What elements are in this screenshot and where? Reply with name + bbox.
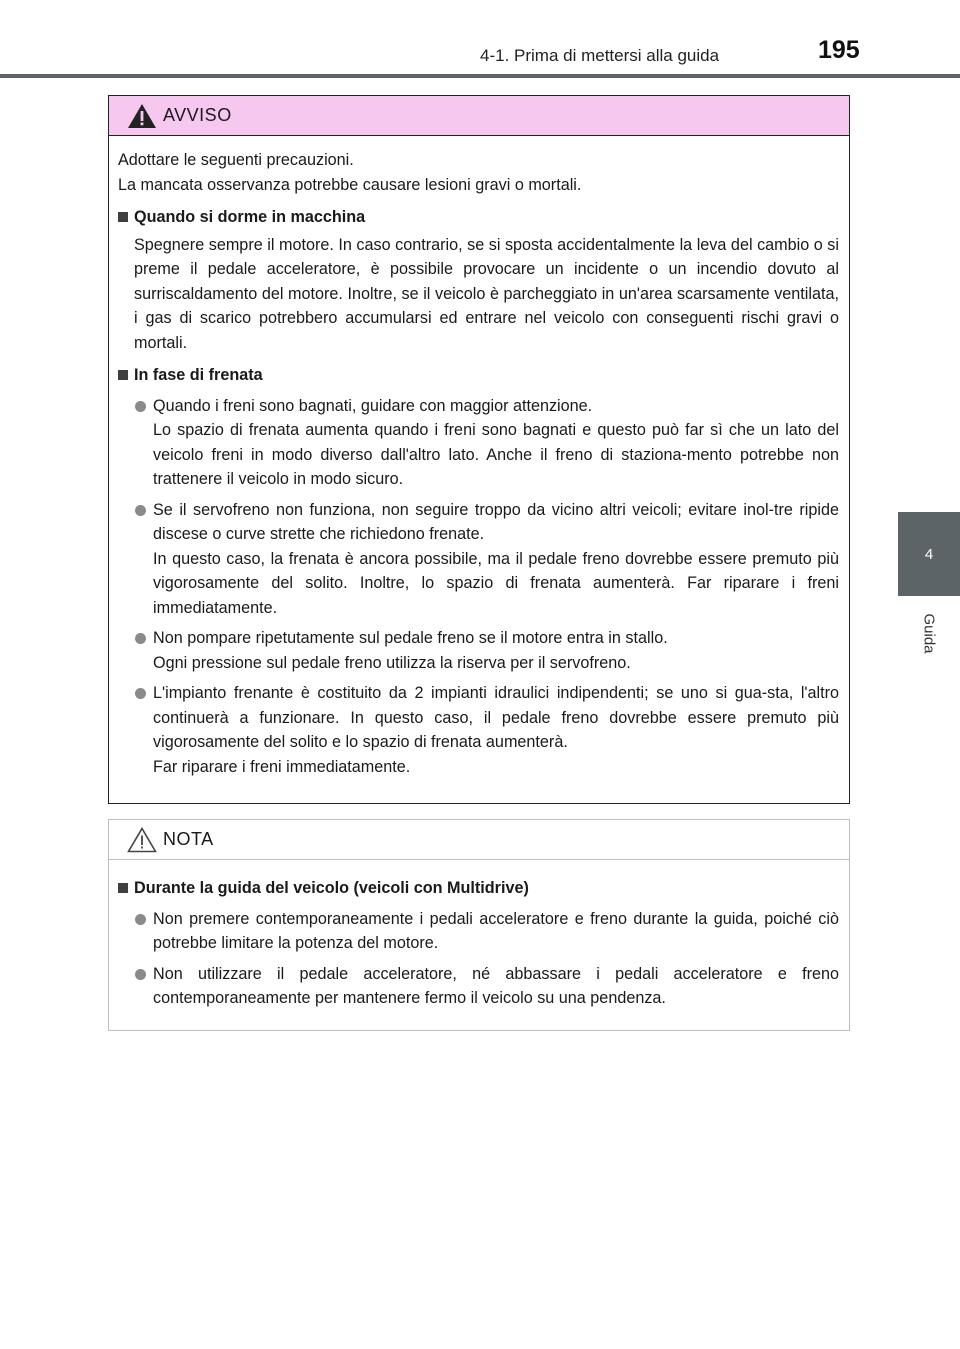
round-bullet-icon [135, 969, 146, 980]
square-bullet-icon [118, 883, 128, 893]
section-heading: Quando si dorme in macchina [134, 208, 366, 226]
note-title: NOTA [163, 829, 214, 849]
intro-line: La mancata osservanza potrebbe causare lesioni gravi o mortali. [118, 175, 582, 194]
warning-title: AVVISO [163, 105, 232, 125]
square-bullet-icon [118, 212, 128, 222]
warning-box [108, 95, 850, 804]
section-heading: In fase di frenata [134, 366, 263, 384]
list-item: Non utilizzare il pedale acceleratore, né abbassare i pedali acceleratore e freno contemporaneamente per mantenere fermo il veicolo su una pendenza. [118, 962, 839, 1011]
list-item: Non pompare ripetutamente sul pedale freno se il motore entra in stallo. Ogni pressione sul pedale freno utilizza la riserva per il servofreno. [118, 626, 839, 675]
note-box [108, 819, 850, 1031]
round-bullet-icon [135, 633, 146, 644]
section-multidrive [118, 876, 839, 1011]
list-item: Quando i freni sono bagnati, guidare con maggior attenzione. Lo spazio di frenata aumenta quando i freni sono bagnati e questo può far sì che un lato del veicolo freni in modo diverso dall'altro lato. Anche il freno di staziona-mento potrebbe non trattenere il veicolo in modo sicuro. [118, 394, 839, 492]
warning-body [109, 136, 849, 779]
chapter-number: 4 [924, 545, 934, 563]
section-text: Spegnere sempre il motore. In caso contrario, se si sposta accidentalmente la leva del cambio o si preme il pedale acceleratore, è possibile provocare un incidente o un incendio dovuto al surriscaldamento del motore. Inoltre, se il veicolo è parcheggiato in un'area scarsamente ventilata, i gas di scarico potrebbero accumularsi ed entrare nel veicolo con conseguenti rischi gravi o mortali. [134, 235, 839, 352]
round-bullet-icon [135, 505, 146, 516]
intro-line: Adottare le seguenti precauzioni. [118, 151, 354, 169]
section-braking [118, 363, 839, 779]
warning-triangle-icon [127, 103, 157, 129]
square-bullet-icon [118, 370, 128, 380]
section-sleeping [118, 205, 839, 355]
list-item: Se il servofreno non funziona, non seguire troppo da vicino altri veicoli; evitare inol-tre ripide discese o curve strette che richiedono frenate. In questo caso, la frenata è ancora possibile, ma il pedale freno dovrebbe essere premuto più vigorosamente del solito. Inoltre, lo spazio di frenata aumenterà. Far riparare i freni immediatamente. [118, 498, 839, 621]
note-body [109, 860, 849, 1011]
note-header [109, 820, 849, 860]
chapter-label: Guida [920, 612, 938, 654]
round-bullet-icon [135, 688, 146, 699]
chapter-tab[interactable] [898, 512, 960, 596]
header-rule [0, 74, 960, 78]
section-title: 4-1. Prima di mettersi alla guida [480, 46, 720, 65]
list-item: L'impianto frenante è costituito da 2 impianti idraulici indipendenti; se uno si gua-sta, l'altro continuerà a funzionare. In questo caso, il pedale freno dovrebbe essere premuto più vigorosamente del solito e lo spazio di frenata aumenterà. Far riparare i freni immediatamente. [118, 681, 839, 779]
round-bullet-icon [135, 914, 146, 925]
page-number: 195 [818, 36, 860, 64]
section-heading: Durante la guida del veicolo (veicoli con Multidrive) [134, 879, 529, 897]
list-item: Non premere contemporaneamente i pedali acceleratore e freno durante la guida, poiché ciò potrebbe limitare la potenza del motore. [118, 907, 839, 956]
caution-outline-icon [127, 827, 157, 853]
warning-header [109, 96, 849, 136]
round-bullet-icon [135, 401, 146, 412]
